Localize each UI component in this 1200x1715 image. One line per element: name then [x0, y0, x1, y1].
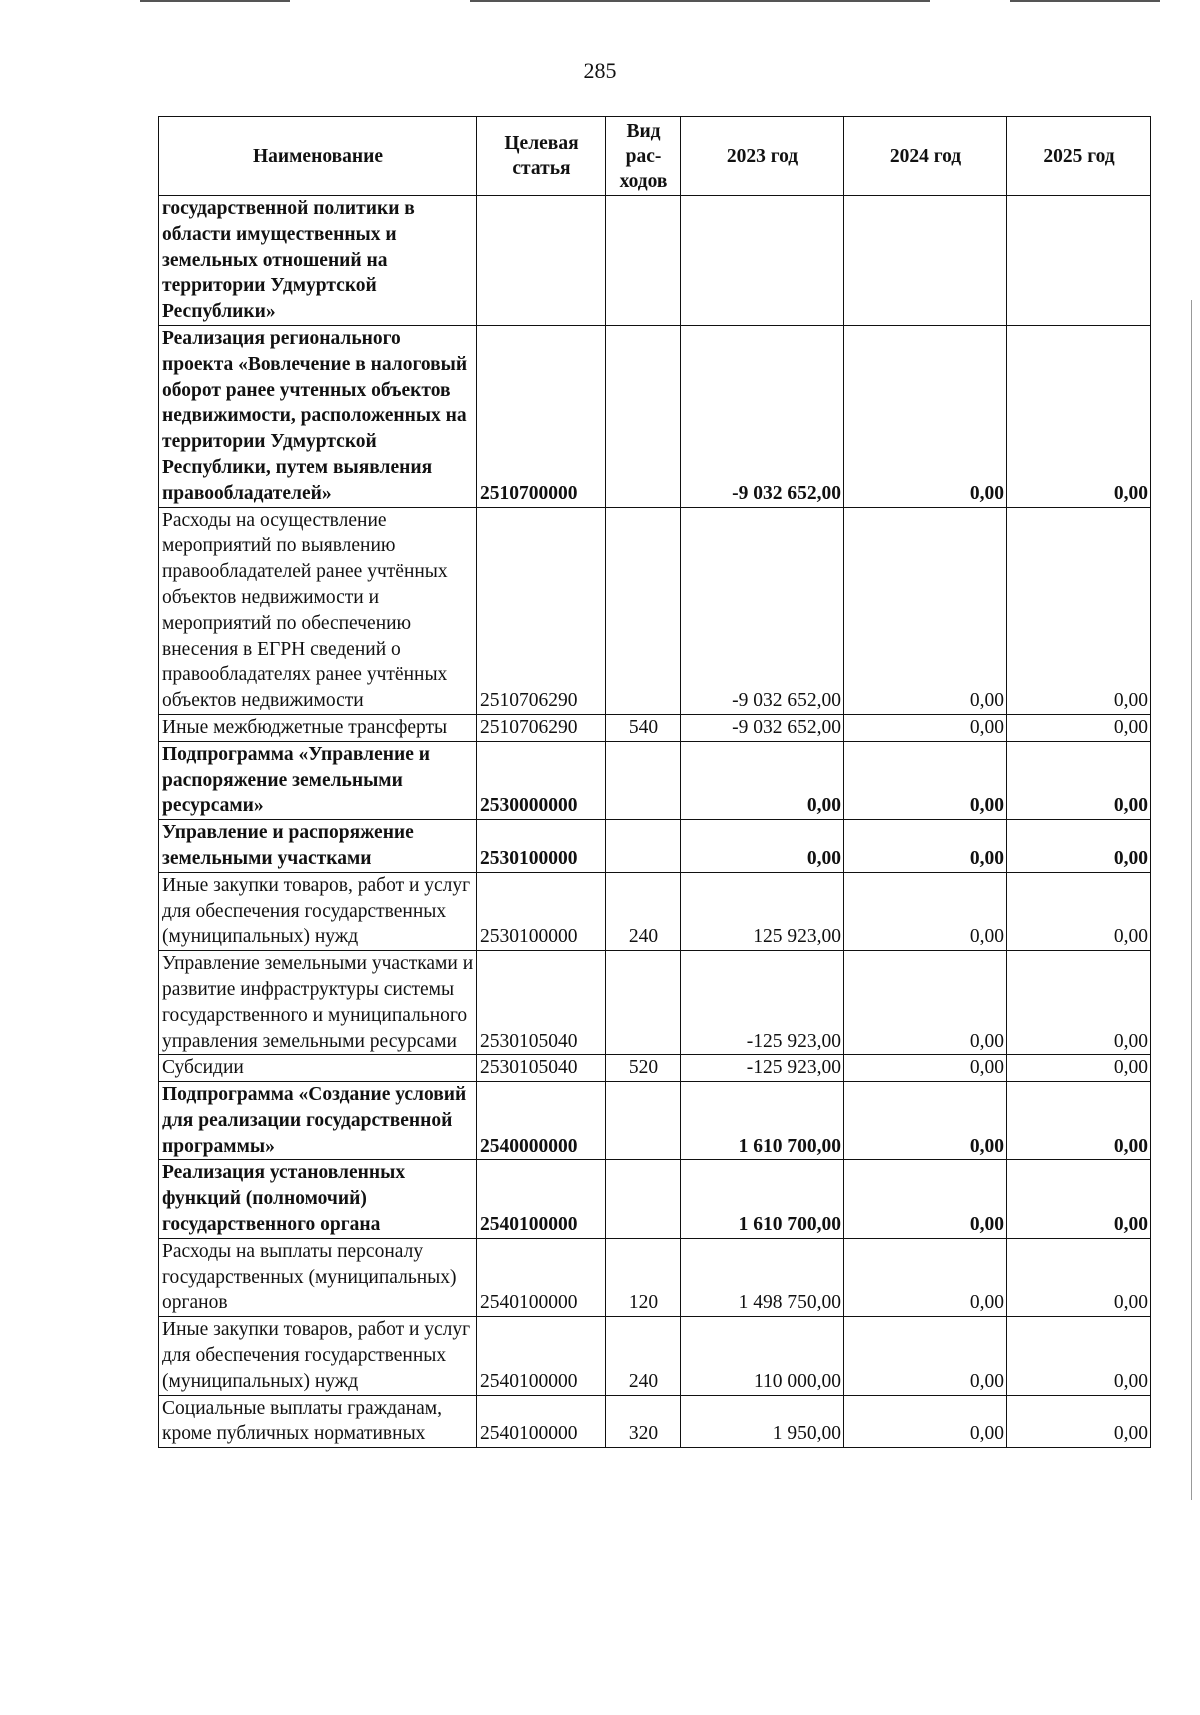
cell-name: Управление и распоряжение земельными участками — [159, 820, 477, 873]
cell-2024: 0,00 — [844, 1317, 1007, 1395]
page-number: 285 — [583, 58, 617, 83]
top-edge-mark-middle — [470, 0, 930, 2]
cell-type — [606, 1160, 681, 1238]
cell-2023: -125 923,00 — [681, 1055, 844, 1082]
cell-2025: 0,00 — [1007, 1160, 1151, 1238]
cell-2023: 0,00 — [681, 741, 844, 819]
cell-2023 — [681, 196, 844, 326]
table-row — [159, 820, 1151, 873]
cell-type — [606, 951, 681, 1055]
cell-type — [606, 741, 681, 819]
cell-type: 520 — [606, 1055, 681, 1082]
cell-2023: 1 498 750,00 — [681, 1238, 844, 1316]
cell-name: Реализация установленных функций (полномочий) государственного органа — [159, 1160, 477, 1238]
table-row — [159, 714, 1151, 741]
cell-type: 240 — [606, 872, 681, 950]
cell-2025 — [1007, 196, 1151, 326]
cell-code: 2510706290 — [477, 714, 606, 741]
table-row — [159, 196, 1151, 326]
table-row — [159, 507, 1151, 714]
cell-code: 2510706290 — [477, 507, 606, 714]
cell-type — [606, 325, 681, 507]
cell-2025: 0,00 — [1007, 714, 1151, 741]
top-edge-mark-right — [1010, 0, 1160, 2]
cell-2024: 0,00 — [844, 951, 1007, 1055]
header-2025: 2025 год — [1007, 117, 1151, 196]
cell-name: Субсидии — [159, 1055, 477, 1082]
cell-2023: 1 950,00 — [681, 1395, 844, 1448]
cell-name: Иные закупки товаров, работ и услуг для обеспечения государственных (муниципальных) нужд — [159, 1317, 477, 1395]
cell-2023: 1 610 700,00 — [681, 1082, 844, 1160]
cell-2023: -9 032 652,00 — [681, 714, 844, 741]
table-row — [159, 1395, 1151, 1448]
cell-type: 320 — [606, 1395, 681, 1448]
cell-2024: 0,00 — [844, 1082, 1007, 1160]
budget-table — [158, 116, 1151, 1448]
cell-type — [606, 507, 681, 714]
cell-2023: 125 923,00 — [681, 872, 844, 950]
cell-2023: -9 032 652,00 — [681, 507, 844, 714]
header-name: Наименование — [159, 117, 477, 196]
cell-name: государственной политики в области имущественных и земельных отношений на территории Удмуртской Республики» — [159, 196, 477, 326]
right-edge-mark — [1191, 300, 1192, 1500]
cell-code: 2540100000 — [477, 1160, 606, 1238]
cell-type: 240 — [606, 1317, 681, 1395]
cell-code: 2540000000 — [477, 1082, 606, 1160]
cell-type — [606, 1082, 681, 1160]
header-2023: 2023 год — [681, 117, 844, 196]
cell-2025: 0,00 — [1007, 872, 1151, 950]
table-row — [159, 741, 1151, 819]
cell-code: 2540100000 — [477, 1317, 606, 1395]
cell-2025: 0,00 — [1007, 1238, 1151, 1316]
cell-name: Управление земельными участками и развитие инфраструктуры системы государственного и муниципального управления земельными ресурсами — [159, 951, 477, 1055]
table-row — [159, 951, 1151, 1055]
cell-2023: -125 923,00 — [681, 951, 844, 1055]
header-type: Вид рас-ходов — [606, 117, 681, 196]
cell-name: Иные межбюджетные трансферты — [159, 714, 477, 741]
cell-name: Расходы на осуществление мероприятий по выявлению правообладателей ранее учтённых объектов недвижимости и мероприятий по обеспечению внесения в ЕГРН сведений о правообладателях ранее учтённых объектов недвижимости — [159, 507, 477, 714]
cell-name: Иные закупки товаров, работ и услуг для обеспечения государственных (муниципальных) нужд — [159, 872, 477, 950]
cell-code: 2540100000 — [477, 1238, 606, 1316]
cell-2025: 0,00 — [1007, 507, 1151, 714]
table-row — [159, 872, 1151, 950]
header-2024: 2024 год — [844, 117, 1007, 196]
cell-2023: -9 032 652,00 — [681, 325, 844, 507]
table-row — [159, 1160, 1151, 1238]
cell-2024: 0,00 — [844, 1395, 1007, 1448]
cell-code: 2510700000 — [477, 325, 606, 507]
cell-code: 2540100000 — [477, 1395, 606, 1448]
cell-code: 2530105040 — [477, 1055, 606, 1082]
table-row — [159, 1055, 1151, 1082]
cell-2025: 0,00 — [1007, 1395, 1151, 1448]
cell-2023: 0,00 — [681, 820, 844, 873]
cell-2024: 0,00 — [844, 507, 1007, 714]
table-body — [159, 196, 1151, 1448]
cell-2024: 0,00 — [844, 1238, 1007, 1316]
cell-name: Реализация регионального проекта «Вовлечение в налоговый оборот ранее учтенных объектов недвижимости, расположенных на территории Удмуртской Республики, путем выявления правообладателей» — [159, 325, 477, 507]
cell-2023: 110 000,00 — [681, 1317, 844, 1395]
table-row — [159, 1317, 1151, 1395]
cell-2025: 0,00 — [1007, 1055, 1151, 1082]
cell-2024: 0,00 — [844, 741, 1007, 819]
cell-code: 2530100000 — [477, 820, 606, 873]
cell-type — [606, 196, 681, 326]
cell-type: 120 — [606, 1238, 681, 1316]
cell-code: 2530000000 — [477, 741, 606, 819]
table-row — [159, 1238, 1151, 1316]
cell-code: 2530105040 — [477, 951, 606, 1055]
table-header-row — [159, 117, 1151, 196]
cell-2024: 0,00 — [844, 714, 1007, 741]
cell-type — [606, 820, 681, 873]
cell-2025: 0,00 — [1007, 1082, 1151, 1160]
cell-2025: 0,00 — [1007, 1317, 1151, 1395]
cell-name: Подпрограмма «Создание условий для реализации государственной программы» — [159, 1082, 477, 1160]
cell-code — [477, 196, 606, 326]
top-edge-mark-left — [140, 0, 290, 2]
header-code: Целевая статья — [477, 117, 606, 196]
cell-2025: 0,00 — [1007, 951, 1151, 1055]
cell-name: Подпрограмма «Управление и распоряжение земельными ресурсами» — [159, 741, 477, 819]
cell-2025: 0,00 — [1007, 820, 1151, 873]
cell-2024: 0,00 — [844, 820, 1007, 873]
cell-2025: 0,00 — [1007, 325, 1151, 507]
table-row — [159, 325, 1151, 507]
cell-name: Социальные выплаты гражданам, кроме публичных нормативных — [159, 1395, 477, 1448]
cell-2023: 1 610 700,00 — [681, 1160, 844, 1238]
cell-2024: 0,00 — [844, 872, 1007, 950]
cell-2024 — [844, 196, 1007, 326]
cell-2024: 0,00 — [844, 1160, 1007, 1238]
cell-2024: 0,00 — [844, 1055, 1007, 1082]
cell-code: 2530100000 — [477, 872, 606, 950]
cell-2024: 0,00 — [844, 325, 1007, 507]
cell-type: 540 — [606, 714, 681, 741]
cell-name: Расходы на выплаты персоналу государственных (муниципальных) органов — [159, 1238, 477, 1316]
cell-2025: 0,00 — [1007, 741, 1151, 819]
table-row — [159, 1082, 1151, 1160]
